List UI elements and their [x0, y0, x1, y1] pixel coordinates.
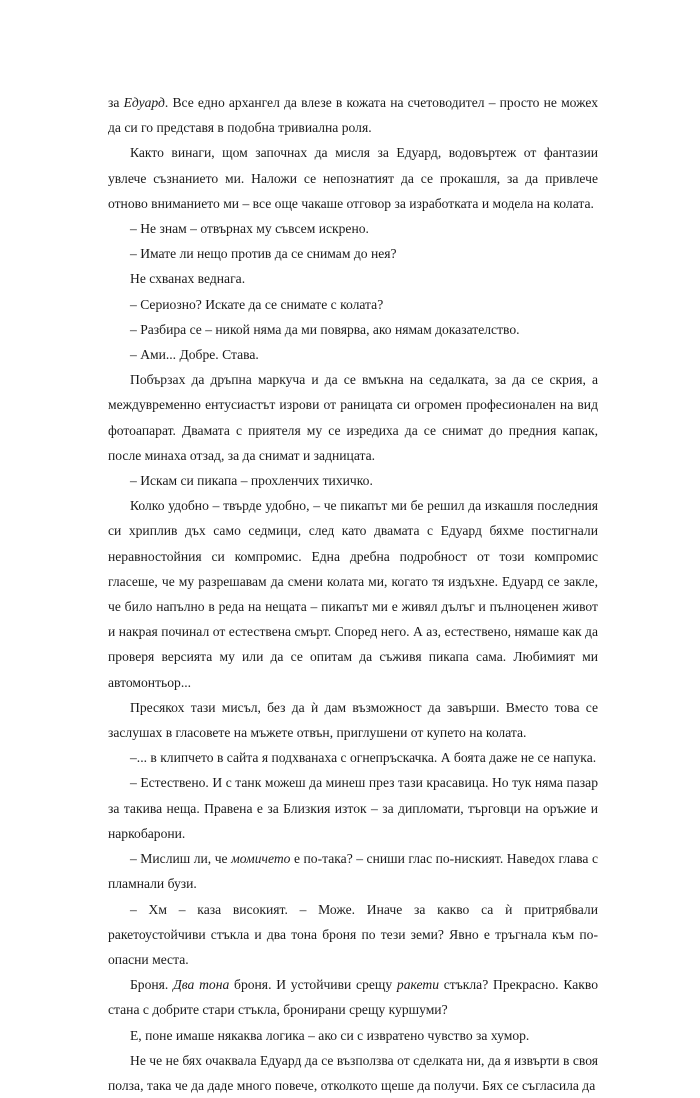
text-run: – Естествено. И с танк можеш да минеш през тази красавица. Но тук няма пазар за такива неща. Правена е за Близкия изток – за дипломати, търговци на оръжие и наркобарони. — [108, 775, 598, 841]
text-run: Е, поне имаше някаква логика – ако си с извратено чувство за хумор. — [130, 1027, 530, 1043]
paragraph — [108, 1023, 598, 1048]
text-run: Не че не бях очаквала Едуард да се възползва от сделката ни, да я извърти в своя полза, така че да даде много повече, отколкото щеше да получи. Бях се съгласила да — [108, 1052, 598, 1093]
text-run: – Искам си пикапа – прохленчих тихичко. — [130, 473, 373, 489]
text-run: – Хм – каза високият. – Може. Иначе за какво са ѝ притрябвали ракетоустойчиви стъкла и два тона броня по тези земи? Явно е тръгнала към по-опасни места. — [108, 901, 598, 967]
text-run: . Все едно архангел да влезе в кожата на счетоводител – просто не можех да си го представя в подобна тривиална роля. — [108, 95, 598, 136]
paragraph — [108, 241, 598, 266]
text-run: Броня. — [130, 977, 174, 993]
paragraph — [108, 292, 598, 317]
text-run: – Не знам – отвърнах му съвсем искрено. — [130, 221, 369, 237]
paragraph — [108, 493, 598, 695]
italic-run: Едуард — [123, 95, 165, 110]
paragraph — [108, 770, 598, 846]
italic-run: момичето — [231, 851, 291, 867]
text-run: Колко удобно – твърде удобно, – че пикапът ми бе решил да изкашля последния си хриплив дъх само седмици, след като двамата с Едуард бяхме постигнали неравностойния си компромис. Една дребна подробност от този компромис гласеше, че му разрешавам да смени колата ми, когато тя издъхне. Едуард се закле, че било напълно в реда на нещата – пикапът ми е живял дълъг и пълноценен живот и накрая починал от естествена смърт. Според него. А аз, естествено, нямаше как да проверя версията му или да се опитам да съживя пикапа сама. Любимият ми автомонтьор... — [108, 498, 598, 690]
paragraph — [108, 90, 598, 140]
paragraph — [108, 745, 598, 770]
paragraph — [108, 1048, 598, 1098]
text-run: – Мислиш ли, че — [130, 851, 232, 867]
paragraph — [108, 216, 598, 241]
text-run: – Имате ли нещо против да се снимам до нея? — [130, 246, 397, 262]
text-run: е по-така? – сниши глас по-ниският. Наведох глава с пламнали бузи. — [108, 851, 598, 892]
text-run: – Ами... Добре. Става. — [130, 347, 259, 363]
paragraph — [108, 266, 598, 291]
text-run: за — [108, 95, 124, 110]
text-run: Не схванах веднага. — [130, 271, 246, 287]
text-run: Побързах да дръпна маркуча и да се вмъкна на седалката, за да се скрия, а междувременно ентусиастът изрови от раницата си огромен професионален на вид фотоапарат. Двамата с приятеля му се изредиха да се снимат до предния капак, после минаха отзад, за да снимат и задницата. — [108, 372, 598, 463]
text-run: Пресякох тази мисъл, без да ѝ дам възможност да завърши. Вместо това се заслушах в гласовете на мъжете отвън, приглушени от купето на колата. — [108, 699, 598, 741]
body-text — [108, 90, 598, 1098]
paragraph — [108, 897, 598, 973]
paragraph — [108, 695, 598, 745]
text-run: – Разбира се – никой няма да ми повярва, ако нямам доказателство. — [130, 321, 520, 337]
italic-run: Два тона — [173, 977, 230, 993]
paragraph — [108, 846, 598, 896]
paragraph — [108, 468, 598, 493]
text-run: стъкла? Прекрасно. Какво стана с добрите стари стъкла, бронирани срещу куршуми? — [108, 977, 598, 1018]
text-run: Както винаги, щом започнах да мисля за Едуард, водовъртеж от фантазии увлече съзнанието ми. Наложи се непознатият да се прокашля, за да привлече отново вниманието ми – все още чакаше отговор за изработката и модела на колата. — [108, 145, 598, 211]
paragraph — [108, 342, 598, 367]
text-run: –... в клипчето в сайта я подхванаха с огнепръскачка. А боята даже не се напука. — [130, 750, 597, 766]
paragraph — [108, 317, 598, 342]
italic-run: ракети — [396, 977, 440, 993]
text-run: броня. И устойчиви срещу — [229, 977, 397, 993]
text-run: – Сериозно? Искате да се снимате с колата? — [130, 296, 384, 312]
paragraph — [108, 367, 598, 468]
paragraph — [108, 972, 598, 1022]
paragraph — [108, 140, 598, 216]
